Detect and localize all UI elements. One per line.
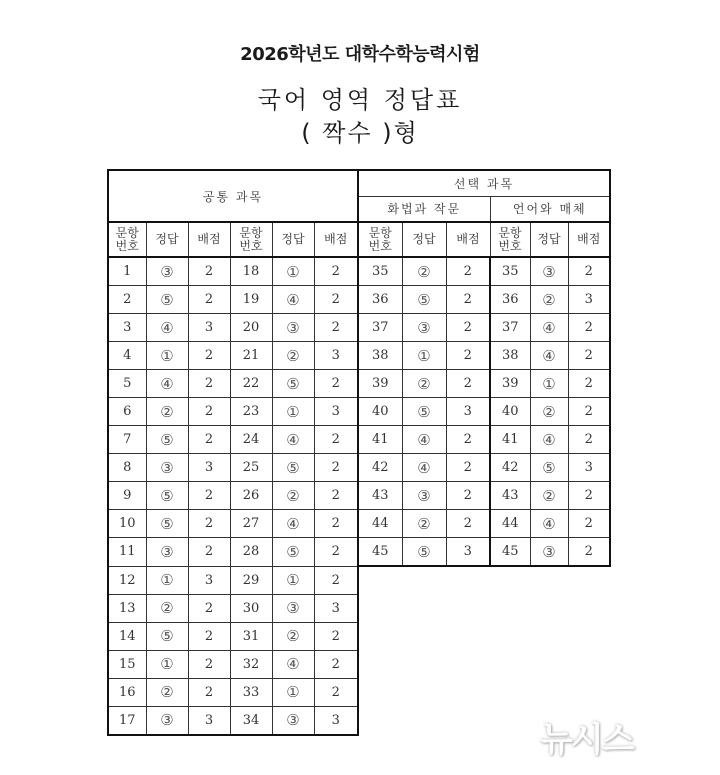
answer-value: ② xyxy=(530,482,568,510)
answer-value: ⑤ xyxy=(272,454,314,482)
answer-value: ③ xyxy=(146,257,188,286)
question-number: 36 xyxy=(358,286,402,314)
answer-value: ③ xyxy=(272,706,314,735)
question-number: 39 xyxy=(490,370,530,398)
points-value: 2 xyxy=(568,482,610,510)
answer-value: ① xyxy=(272,566,314,594)
answer-value: ① xyxy=(272,398,314,426)
answer-value: ③ xyxy=(272,314,314,342)
answer-value: ④ xyxy=(530,342,568,370)
points-value: 2 xyxy=(446,286,490,314)
question-number: 40 xyxy=(358,398,402,426)
question-number: 3 xyxy=(108,314,146,342)
table-row xyxy=(108,426,610,454)
question-number: 45 xyxy=(490,538,530,567)
watermark-logo: 뉴시스 xyxy=(540,720,633,760)
table-row xyxy=(108,510,610,538)
points-value: 2 xyxy=(188,398,230,426)
question-number: 31 xyxy=(230,622,272,650)
exam-title: 2026학년도 대학수학능력시험 xyxy=(240,44,480,65)
answer-value: ② xyxy=(272,342,314,370)
question-number: 37 xyxy=(358,314,402,342)
col-header-points: 배점 xyxy=(446,222,490,257)
answer-value: ④ xyxy=(402,454,446,482)
answer-value: ② xyxy=(272,622,314,650)
answer-value: ④ xyxy=(530,426,568,454)
answer-value: ① xyxy=(402,342,446,370)
answer-value: ⑤ xyxy=(146,426,188,454)
points-value: 3 xyxy=(188,314,230,342)
points-value: 3 xyxy=(314,398,358,426)
question-number: 35 xyxy=(358,257,402,286)
col-header-number-line1: 문항 xyxy=(239,225,263,240)
question-number: 25 xyxy=(230,454,272,482)
answer-value: ② xyxy=(146,594,188,622)
answer-value: ⑤ xyxy=(402,538,446,567)
answer-value: ③ xyxy=(146,538,188,567)
col-header-points: 배점 xyxy=(314,222,358,257)
points-value: 3 xyxy=(314,706,358,735)
question-number: 9 xyxy=(108,482,146,510)
col-header-points: 배점 xyxy=(568,222,610,257)
answer-value: ⑤ xyxy=(530,454,568,482)
answer-value: ② xyxy=(530,398,568,426)
points-value: 2 xyxy=(314,286,358,314)
points-value: 3 xyxy=(568,286,610,314)
question-number: 27 xyxy=(230,510,272,538)
answer-value: ⑤ xyxy=(272,370,314,398)
answer-value: ② xyxy=(530,286,568,314)
answer-value: ① xyxy=(146,342,188,370)
question-number: 43 xyxy=(358,482,402,510)
question-number: 30 xyxy=(230,594,272,622)
question-number: 41 xyxy=(490,426,530,454)
question-number: 20 xyxy=(230,314,272,342)
points-value: 3 xyxy=(446,538,490,567)
answer-value: ⑤ xyxy=(146,510,188,538)
answer-key-table xyxy=(107,169,611,736)
question-number: 23 xyxy=(230,398,272,426)
col-header-number xyxy=(230,222,272,257)
question-number: 1 xyxy=(108,257,146,286)
question-number: 14 xyxy=(108,622,146,650)
col-header-number-line2: 번호 xyxy=(498,238,522,253)
question-number: 13 xyxy=(108,594,146,622)
answer-value: ④ xyxy=(272,510,314,538)
question-number: 19 xyxy=(230,286,272,314)
points-value: 3 xyxy=(188,566,230,594)
question-number: 4 xyxy=(108,342,146,370)
column-header-row xyxy=(108,222,610,257)
question-number: 37 xyxy=(490,314,530,342)
question-number: 43 xyxy=(490,482,530,510)
answer-value: ② xyxy=(272,482,314,510)
question-number: 38 xyxy=(490,342,530,370)
question-number: 38 xyxy=(358,342,402,370)
answer-value: ④ xyxy=(146,370,188,398)
question-number: 22 xyxy=(230,370,272,398)
question-number: 32 xyxy=(230,650,272,678)
points-value: 2 xyxy=(568,510,610,538)
points-value: 3 xyxy=(188,454,230,482)
question-number: 8 xyxy=(108,454,146,482)
points-value: 2 xyxy=(188,342,230,370)
points-value: 2 xyxy=(568,398,610,426)
answer-value: ③ xyxy=(402,482,446,510)
points-value: 2 xyxy=(446,482,490,510)
points-value: 2 xyxy=(314,454,358,482)
answer-value: ① xyxy=(146,650,188,678)
elective-subject-language-media: 언어와 매체 xyxy=(490,196,610,222)
points-value: 2 xyxy=(188,650,230,678)
question-number: 42 xyxy=(358,454,402,482)
col-header-number-line1: 문항 xyxy=(115,225,139,240)
question-number: 44 xyxy=(358,510,402,538)
question-number: 34 xyxy=(230,706,272,735)
question-number: 6 xyxy=(108,398,146,426)
points-value: 2 xyxy=(314,650,358,678)
col-header-number-line2: 번호 xyxy=(368,238,392,253)
question-number: 41 xyxy=(358,426,402,454)
points-value: 2 xyxy=(188,510,230,538)
question-number: 40 xyxy=(490,398,530,426)
points-value: 2 xyxy=(188,370,230,398)
col-header-number xyxy=(490,222,530,257)
common-section-header: 공통 과목 xyxy=(108,170,358,222)
col-header-number xyxy=(108,222,146,257)
points-value: 2 xyxy=(446,370,490,398)
answer-value: ④ xyxy=(530,314,568,342)
points-value: 2 xyxy=(188,594,230,622)
question-number: 16 xyxy=(108,678,146,706)
points-value: 2 xyxy=(568,370,610,398)
question-number: 36 xyxy=(490,286,530,314)
question-number: 2 xyxy=(108,286,146,314)
col-header-number-line1: 문항 xyxy=(498,225,522,240)
subject-title: 국어 영역 정답표 xyxy=(257,86,463,114)
answer-value: ③ xyxy=(402,314,446,342)
answer-value: ② xyxy=(402,257,446,286)
col-header-points: 배점 xyxy=(188,222,230,257)
question-number: 18 xyxy=(230,257,272,286)
points-value: 2 xyxy=(188,426,230,454)
answer-value: ② xyxy=(402,370,446,398)
answer-value: ② xyxy=(146,398,188,426)
question-number: 26 xyxy=(230,482,272,510)
table-row xyxy=(108,370,610,398)
col-header-number-line1: 문항 xyxy=(368,225,392,240)
col-header-answer: 정답 xyxy=(402,222,446,257)
answer-value: ⑤ xyxy=(402,286,446,314)
answer-value: ⑤ xyxy=(146,286,188,314)
points-value: 2 xyxy=(188,257,230,286)
question-number: 12 xyxy=(108,566,146,594)
points-value: 3 xyxy=(568,454,610,482)
answer-value: ④ xyxy=(530,510,568,538)
question-number: 11 xyxy=(108,538,146,567)
question-number: 15 xyxy=(108,650,146,678)
answer-value: ⑤ xyxy=(146,622,188,650)
answer-value: ② xyxy=(402,510,446,538)
question-number: 10 xyxy=(108,510,146,538)
answer-value: ③ xyxy=(272,594,314,622)
col-header-number xyxy=(358,222,402,257)
answer-value: ① xyxy=(146,566,188,594)
answer-value: ④ xyxy=(272,650,314,678)
answer-value: ③ xyxy=(530,538,568,567)
points-value: 2 xyxy=(188,678,230,706)
question-number: 33 xyxy=(230,678,272,706)
table-row xyxy=(108,566,610,594)
answer-value: ③ xyxy=(146,454,188,482)
elective-subject-speech-writing: 화법과 작문 xyxy=(358,196,490,222)
points-value: 2 xyxy=(314,538,358,567)
form-type: ( 짝수 )형 xyxy=(301,119,419,147)
points-value: 2 xyxy=(446,342,490,370)
points-value: 2 xyxy=(314,510,358,538)
table-row xyxy=(108,342,610,370)
points-value: 2 xyxy=(188,622,230,650)
points-value: 2 xyxy=(188,538,230,567)
points-value: 2 xyxy=(314,257,358,286)
answer-value: ③ xyxy=(530,257,568,286)
question-number: 28 xyxy=(230,538,272,567)
question-number: 35 xyxy=(490,257,530,286)
table-row xyxy=(108,398,610,426)
elective-section-header: 선택 과목 xyxy=(358,170,610,196)
points-value: 3 xyxy=(314,594,358,622)
answer-value: ⑤ xyxy=(272,538,314,567)
answer-value: ⑤ xyxy=(146,482,188,510)
points-value: 2 xyxy=(568,257,610,286)
points-value: 2 xyxy=(188,482,230,510)
answer-key-table-container xyxy=(107,169,611,736)
col-header-number-line2: 번호 xyxy=(239,238,263,253)
points-value: 2 xyxy=(314,370,358,398)
points-value: 2 xyxy=(314,482,358,510)
points-value: 2 xyxy=(568,538,610,567)
points-value: 3 xyxy=(188,706,230,735)
table-row xyxy=(108,482,610,510)
answer-value: ④ xyxy=(272,426,314,454)
points-value: 2 xyxy=(314,426,358,454)
points-value: 2 xyxy=(314,566,358,594)
points-value: 2 xyxy=(446,426,490,454)
question-number: 39 xyxy=(358,370,402,398)
answer-value: ④ xyxy=(402,426,446,454)
answer-value: ③ xyxy=(146,706,188,735)
answer-value: ⑤ xyxy=(402,398,446,426)
points-value: 2 xyxy=(314,622,358,650)
points-value: 2 xyxy=(446,257,490,286)
empty-area xyxy=(358,566,610,735)
question-number: 45 xyxy=(358,538,402,567)
points-value: 2 xyxy=(188,286,230,314)
answer-value: ① xyxy=(272,678,314,706)
question-number: 17 xyxy=(108,706,146,735)
question-number: 42 xyxy=(490,454,530,482)
answer-value: ① xyxy=(272,257,314,286)
points-value: 2 xyxy=(568,342,610,370)
table-row xyxy=(108,286,610,314)
points-value: 3 xyxy=(446,398,490,426)
answer-value: ④ xyxy=(272,286,314,314)
answer-value: ④ xyxy=(146,314,188,342)
question-number: 21 xyxy=(230,342,272,370)
points-value: 2 xyxy=(568,314,610,342)
col-header-answer: 정답 xyxy=(146,222,188,257)
points-value: 2 xyxy=(568,426,610,454)
table-row xyxy=(108,257,610,286)
question-number: 7 xyxy=(108,426,146,454)
col-header-number-line2: 번호 xyxy=(115,238,139,253)
col-header-answer: 정답 xyxy=(530,222,568,257)
question-number: 29 xyxy=(230,566,272,594)
table-row xyxy=(108,454,610,482)
points-value: 2 xyxy=(446,314,490,342)
question-number: 44 xyxy=(490,510,530,538)
answer-value: ① xyxy=(530,370,568,398)
question-number: 24 xyxy=(230,426,272,454)
question-number: 5 xyxy=(108,370,146,398)
col-header-answer: 정답 xyxy=(272,222,314,257)
points-value: 2 xyxy=(446,454,490,482)
points-value: 3 xyxy=(314,342,358,370)
table-row xyxy=(108,314,610,342)
table-row xyxy=(108,538,610,567)
points-value: 2 xyxy=(314,314,358,342)
answer-value: ② xyxy=(146,678,188,706)
points-value: 2 xyxy=(314,678,358,706)
points-value: 2 xyxy=(446,510,490,538)
